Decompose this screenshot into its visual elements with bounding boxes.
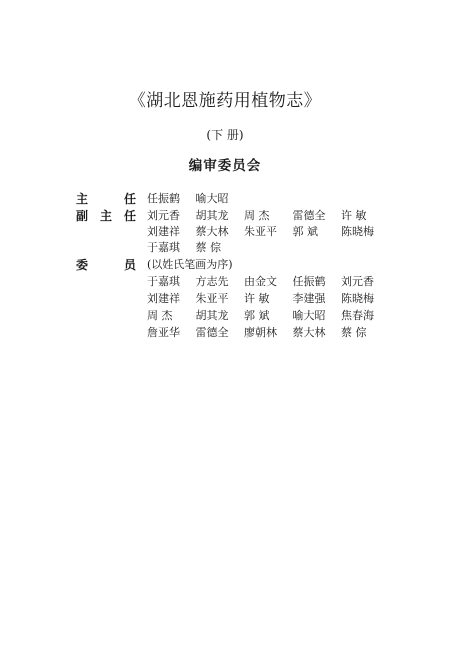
role-director-label: 主 任	[76, 192, 136, 206]
person-name: 郭 斌	[292, 225, 318, 238]
members-order-note: (以姓氏笔画为序)	[147, 258, 233, 271]
person-name: 蔡 倧	[195, 241, 221, 254]
person-name: 胡其龙	[195, 309, 229, 322]
members-names-row	[147, 290, 390, 306]
deputy-names-row	[147, 239, 244, 255]
person-name: 任振鹤	[147, 192, 180, 205]
person-name: 雷德全	[195, 326, 229, 339]
members-names-row	[147, 324, 390, 340]
person-name: 任振鹤	[292, 275, 326, 288]
director-names-row	[147, 190, 244, 206]
person-name: 周 杰	[147, 309, 173, 322]
person-name: 喻大昭	[195, 192, 229, 205]
person-name: 廖朝林	[244, 326, 277, 339]
role-deputy-label: 副 主 任	[76, 209, 136, 223]
person-name: 周 杰	[244, 209, 270, 222]
members-names-row	[147, 307, 390, 323]
person-name: 朱亚平	[244, 225, 277, 238]
person-name: 由金文	[244, 275, 277, 288]
person-name: 李建强	[292, 292, 326, 305]
person-name: 刘元香	[147, 209, 180, 222]
person-name: 蔡大林	[195, 225, 229, 238]
person-name: 蔡大林	[292, 326, 326, 339]
deputy-names-row	[147, 223, 390, 239]
person-name: 陈晓梅	[341, 292, 374, 305]
book-title: 《湖北恩施药用植物志》	[128, 91, 322, 111]
volume-label: (下 册)	[206, 128, 244, 142]
person-name: 郭 斌	[244, 309, 270, 322]
person-name: 雷德全	[292, 209, 326, 222]
committee-title: 编审委员会	[188, 158, 262, 174]
person-name: 刘建祥	[147, 225, 180, 238]
person-name: 胡其龙	[195, 209, 229, 222]
person-name: 于嘉琪	[147, 241, 180, 254]
person-name: 方志先	[195, 275, 229, 288]
person-name: 许 敏	[341, 209, 367, 222]
person-name: 喻大昭	[292, 309, 326, 322]
person-name: 刘元香	[341, 275, 374, 288]
person-name: 许 敏	[244, 292, 270, 305]
person-name: 朱亚平	[195, 292, 229, 305]
person-name: 蔡 倧	[341, 326, 367, 339]
person-name: 陈晓梅	[341, 225, 374, 238]
person-name: 焦春海	[341, 309, 374, 322]
person-name: 詹亚华	[147, 326, 180, 339]
deputy-names-row	[147, 207, 390, 223]
role-members-label: 委 员	[76, 258, 136, 272]
person-name: 于嘉琪	[147, 275, 180, 288]
members-names-row	[147, 273, 390, 289]
person-name: 刘建祥	[147, 292, 180, 305]
